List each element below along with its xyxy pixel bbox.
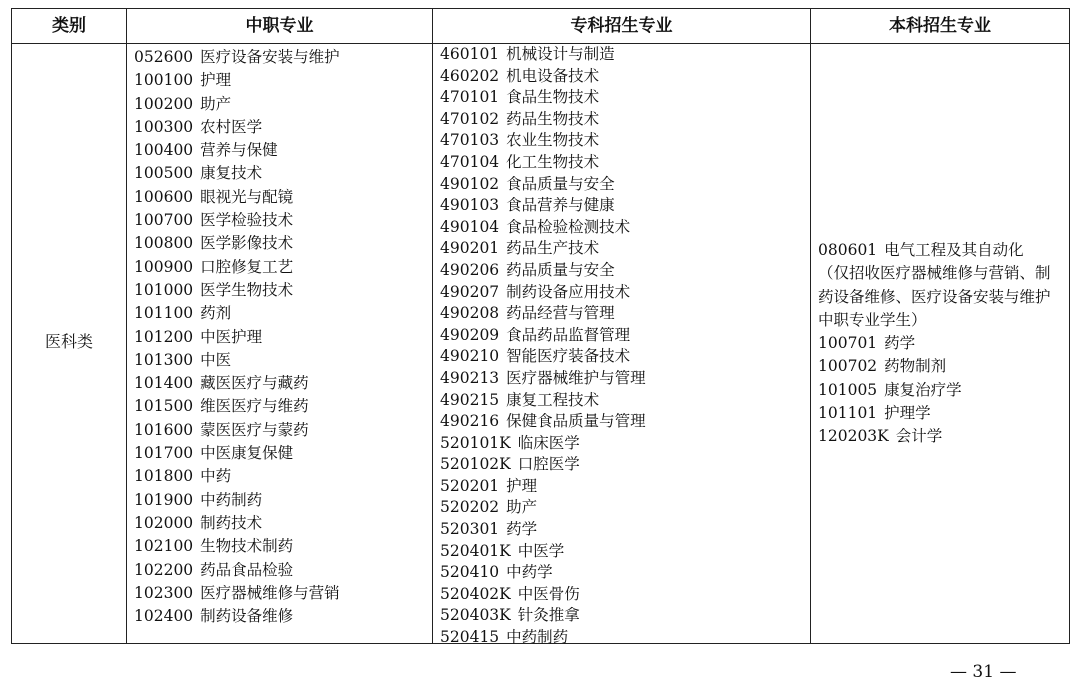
- major-name: 农业生物技术: [506, 131, 600, 150]
- list-item: [440, 238, 646, 260]
- list-item: [818, 355, 1058, 378]
- major-code: 470102: [440, 109, 500, 128]
- list-item: [134, 326, 340, 349]
- major-name: 营养与保健: [200, 141, 278, 160]
- major-name: 眼视光与配镜: [200, 187, 294, 206]
- major-name: 中药制药: [506, 628, 569, 647]
- list-item: [134, 395, 340, 418]
- major-name: 生物技术制药: [200, 537, 294, 556]
- major-name: 药品生物技术: [506, 109, 600, 128]
- major-name: 药物制剂: [884, 357, 947, 376]
- list-item: [818, 332, 1058, 355]
- major-name: 蒙医医疗与蒙药: [200, 420, 309, 439]
- major-code: 101700: [134, 444, 194, 463]
- list-item: [818, 402, 1058, 425]
- major-name: 中药制药: [200, 490, 263, 509]
- list-item: [440, 260, 646, 282]
- major-code: 101300: [134, 350, 194, 369]
- major-code: 101100: [134, 304, 194, 323]
- major-name: 保健食品质量与管理: [506, 412, 646, 431]
- header-vocational: 专科招生专业: [570, 16, 673, 36]
- major-name: 康复工程技术: [506, 390, 600, 409]
- major-name: 食品质量与安全: [506, 174, 615, 193]
- major-code: 490103: [440, 196, 500, 215]
- major-name: 制药设备维修: [200, 607, 294, 626]
- column-divider: [126, 9, 127, 643]
- list-item: [440, 130, 646, 152]
- list-item: [134, 372, 340, 395]
- major-name: 临床医学: [517, 433, 580, 452]
- major-name: 食品检验检测技术: [506, 217, 631, 236]
- category-cell: 医科类: [44, 332, 93, 351]
- vocational-majors-list: [440, 44, 646, 649]
- major-code: 120203K: [818, 427, 889, 446]
- list-item: [134, 69, 340, 92]
- list-item: [440, 411, 646, 433]
- list-item: [440, 217, 646, 239]
- major-code: 490207: [440, 282, 500, 301]
- list-item: [134, 209, 340, 232]
- major-code: 520101K: [440, 433, 511, 452]
- list-item: [134, 302, 340, 325]
- major-code: 100701: [818, 334, 878, 353]
- major-code: 490208: [440, 304, 500, 323]
- major-code: 460202: [440, 66, 500, 85]
- major-name: 医疗器械维修与营销: [200, 583, 340, 602]
- list-item: [440, 109, 646, 131]
- major-code: 100900: [134, 257, 194, 276]
- list-item: [134, 442, 340, 465]
- major-name: 药品食品检验: [200, 560, 294, 579]
- major-code: 490213: [440, 368, 500, 387]
- major-code: 490102: [440, 174, 500, 193]
- list-item: [440, 476, 646, 498]
- major-code: 102200: [134, 560, 194, 579]
- list-item: [818, 379, 1058, 402]
- major-name: 护理: [200, 71, 232, 90]
- major-code: 100800: [134, 234, 194, 253]
- major-code: 101101: [818, 404, 878, 423]
- major-code: 100400: [134, 141, 194, 160]
- major-code: 520202: [440, 498, 500, 517]
- major-name: 医学影像技术: [200, 234, 294, 253]
- undergrad-majors-list: [818, 239, 1058, 449]
- major-code: 101800: [134, 467, 194, 486]
- list-item: [134, 232, 340, 255]
- list-item: [440, 87, 646, 109]
- list-item: [818, 239, 1058, 262]
- major-name: 口腔医学: [517, 455, 580, 474]
- major-name: 维医医疗与维药: [200, 397, 309, 416]
- major-code: 102000: [134, 513, 194, 532]
- list-item: [440, 368, 646, 390]
- major-code: 490209: [440, 325, 500, 344]
- major-name: 药品经营与管理: [506, 304, 615, 323]
- major-code: 520403K: [440, 606, 511, 625]
- list-item: [440, 195, 646, 217]
- header-category: 类别: [52, 16, 86, 36]
- major-code: 520301: [440, 520, 500, 539]
- major-name: 药品质量与安全: [506, 260, 615, 279]
- major-name: 制药设备应用技术: [506, 282, 631, 301]
- major-code: 520201: [440, 476, 500, 495]
- major-name: 医学检验技术: [200, 211, 294, 230]
- major-name: 食品营养与健康: [506, 196, 615, 215]
- list-item: [134, 582, 340, 605]
- major-name: 机电设备技术: [506, 66, 600, 85]
- list-item: [440, 433, 646, 455]
- major-name: 制药技术: [200, 513, 263, 532]
- major-code: 520415: [440, 628, 500, 647]
- major-code: 470101: [440, 88, 500, 107]
- majors-table: [11, 8, 1070, 647]
- list-item: [440, 325, 646, 347]
- major-name: 助产: [506, 498, 538, 517]
- list-item: [134, 535, 340, 558]
- list-item: [134, 46, 340, 69]
- major-name: 机械设计与制造: [506, 45, 615, 63]
- list-item: [134, 116, 340, 139]
- major-code: 460101: [440, 45, 500, 63]
- major-name: 中医康复保健: [200, 444, 294, 463]
- list-item: [134, 279, 340, 302]
- major-name: 中医学: [517, 541, 565, 560]
- major-name: 康复治疗学: [884, 380, 962, 399]
- list-item: [134, 349, 340, 372]
- major-name: 智能医疗装备技术: [506, 347, 631, 366]
- major-name: 药学: [506, 520, 538, 539]
- list-item: [440, 605, 646, 627]
- major-code: 101005: [818, 380, 878, 399]
- list-item: [440, 152, 646, 174]
- major-code: 052600: [134, 48, 194, 66]
- major-name: 护理学: [884, 404, 931, 423]
- major-code: 102400: [134, 607, 194, 626]
- major-code: 102300: [134, 583, 194, 602]
- major-code: 100600: [134, 187, 194, 206]
- major-code: 470104: [440, 152, 500, 171]
- list-item: [440, 454, 646, 476]
- major-name: 药剂: [200, 304, 232, 323]
- list-item: [440, 497, 646, 519]
- major-name: 藏医医疗与藏药: [200, 374, 309, 393]
- major-name: 针灸推拿: [517, 606, 580, 625]
- major-code: 490216: [440, 412, 500, 431]
- major-code: 100702: [818, 357, 878, 376]
- list-item: [134, 256, 340, 279]
- major-code: 520402K: [440, 584, 511, 603]
- major-code: 080601: [818, 241, 878, 259]
- major-code: 101500: [134, 397, 194, 416]
- major-name: 农村医学: [200, 117, 263, 136]
- major-name: 食品药品监督管理: [506, 325, 631, 344]
- header-undergrad: 本科招生专业: [889, 16, 991, 36]
- list-item: [440, 519, 646, 541]
- major-name: 康复技术: [200, 164, 263, 183]
- list-item: [134, 512, 340, 535]
- major-name: 药学: [884, 334, 916, 353]
- column-divider: [810, 9, 811, 643]
- list-item: [818, 262, 1058, 332]
- major-name: 口腔修复工艺: [200, 257, 294, 276]
- major-code: 520102K: [440, 455, 511, 474]
- major-code: 101600: [134, 420, 194, 439]
- list-item: [134, 465, 340, 488]
- major-name: 电气工程及其自动化: [884, 241, 1024, 259]
- major-code: 102100: [134, 537, 194, 556]
- major-name: 医疗设备安装与维护: [200, 48, 340, 66]
- list-item: [440, 627, 646, 649]
- major-code: 101400: [134, 374, 194, 393]
- list-item: [440, 562, 646, 584]
- list-item: [440, 584, 646, 606]
- major-name: 中药学: [506, 563, 553, 582]
- list-item: [440, 282, 646, 304]
- major-name: 中医护理: [200, 327, 263, 346]
- major-name: 药品生产技术: [506, 239, 600, 258]
- major-code: 490215: [440, 390, 500, 409]
- major-code: 100700: [134, 211, 194, 230]
- list-item: [134, 419, 340, 442]
- header-secondary: 中职专业: [245, 16, 314, 36]
- major-code: 101200: [134, 327, 194, 346]
- list-item: [134, 162, 340, 185]
- major-name: 助产: [200, 94, 232, 113]
- enrollment-note: （仅招收医疗器械维修与营销、制药设备维修、医疗设备安装与维护中职专业学生）: [818, 264, 1051, 329]
- page-number: — 31 —: [950, 662, 1017, 682]
- major-code: 100200: [134, 94, 194, 113]
- major-code: 490201: [440, 239, 500, 258]
- list-item: [440, 66, 646, 88]
- list-item: [134, 605, 340, 628]
- major-name: 医疗器械维护与管理: [506, 368, 646, 387]
- major-name: 护理: [506, 476, 538, 495]
- list-item: [440, 541, 646, 563]
- major-name: 会计学: [895, 427, 943, 446]
- major-code: 470103: [440, 131, 500, 150]
- major-code: 100100: [134, 71, 194, 90]
- list-item: [440, 44, 646, 66]
- list-item: [440, 346, 646, 368]
- list-item: [134, 559, 340, 582]
- list-item: [440, 303, 646, 325]
- major-code: 100300: [134, 117, 194, 136]
- major-name: 中医骨伤: [517, 584, 580, 603]
- major-name: 中医: [200, 350, 232, 369]
- list-item: [818, 425, 1058, 448]
- major-code: 490210: [440, 347, 500, 366]
- major-code: 490206: [440, 260, 500, 279]
- major-code: 100500: [134, 164, 194, 183]
- column-divider: [432, 9, 433, 643]
- major-name: 化工生物技术: [506, 152, 600, 171]
- major-code: 520401K: [440, 541, 511, 560]
- list-item: [134, 93, 340, 116]
- list-item: [134, 186, 340, 209]
- list-item: [134, 139, 340, 162]
- list-item: [134, 489, 340, 512]
- list-item: [440, 174, 646, 196]
- secondary-majors-list: [134, 46, 340, 628]
- major-name: 食品生物技术: [506, 88, 600, 107]
- major-code: 520410: [440, 563, 500, 582]
- list-item: [440, 390, 646, 412]
- major-code: 101900: [134, 490, 194, 509]
- major-name: 中药: [200, 467, 232, 486]
- major-code: 490104: [440, 217, 500, 236]
- major-name: 医学生物技术: [200, 280, 294, 299]
- major-code: 101000: [134, 280, 194, 299]
